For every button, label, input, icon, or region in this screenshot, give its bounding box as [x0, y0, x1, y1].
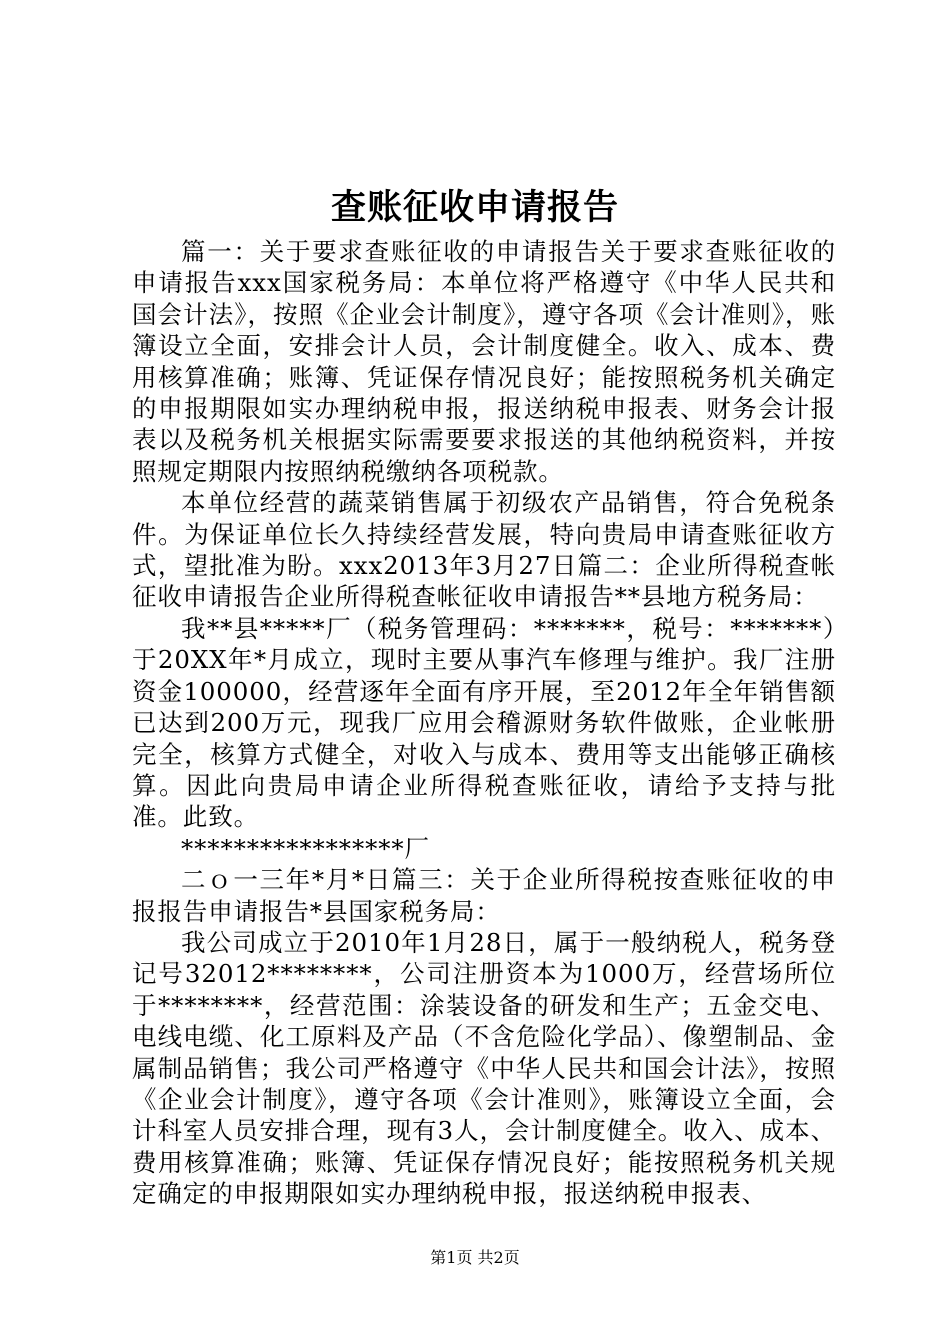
paragraph-1: 篇一：关于要求查账征收的申请报告关于要求查账征收的申请报告xxx国家税务局：本单位将严格遵守《中华人民共和国会计法》，按照《企业会计制度》，遵守各项《会计准则》，账簿设立全面，安排会计人员，会计制度健全。收入、成本、费用核算准确；账簿、凭证保存情况良好；能按照税务机关确定的申报期限如实办理纳税申报，报送纳税申报表、财务会计报表以及税务机关根据实际需要要求报送的其他纳税资料，并按照规定期限内按照纳税缴纳各项税款。	[132, 237, 836, 486]
document-body	[132, 236, 836, 1210]
paragraph-3: 我**县*****厂（税务管理码：*******，税号：*******）于20XX年*月成立，现时主要从事汽车修理与维护。我厂注册资金100000，经营逐年全面有序开展，至2012年全年销售额已达到200万元，现我厂应用会稽源财务软件做账，企业帐册完全，核算方式健全，对收入与成本、费用等支出能够正确核算。因此向贵局申请企业所得税查账征收，请给予支持与批准。此致。	[132, 613, 836, 832]
paragraph-2: 本单位经营的蔬菜销售属于初级农产品销售，符合免税条件。为保证单位长久持续经营发展，特向贵局申请查账征收方式，望批准为盼。xxx2013年3月27日篇二：企业所得税查帐征收申请报告企业所得税查帐征收申请报告**县地方税务局：	[132, 488, 836, 612]
paragraph-6: 我公司成立于2010年1月28日，属于一般纳税人，税务登记号32012********，公司注册资本为1000万，经营场所位于********，经营范围：涂装设备的研发和生产；五金交电、电线电缆、化工原料及产品（不含危险化学品）、像塑制品、金属制品销售；我公司严格遵守《中华人民共和国会计法》，按照《企业会计制度》，遵守各项《会计准则》，账簿设立全面，会计科室人员安排合理，现有3人，会计制度健全。收入、成本、费用核算准确；账簿、凭证保存情况良好；能按照税务机关规定确定的申报期限如实办理纳税申报，报送纳税申报表、	[132, 927, 836, 1209]
paragraph-4: *****************厂	[181, 833, 430, 863]
document-title: 查账征收申请报告	[330, 188, 619, 228]
page-number-footer: 第1页 共2页	[430, 1248, 520, 1267]
paragraph-5: 二ｏ一三年*月*日篇三：关于企业所得税按查账征收的申报报告申请报告*县国家税务局：	[132, 865, 836, 926]
